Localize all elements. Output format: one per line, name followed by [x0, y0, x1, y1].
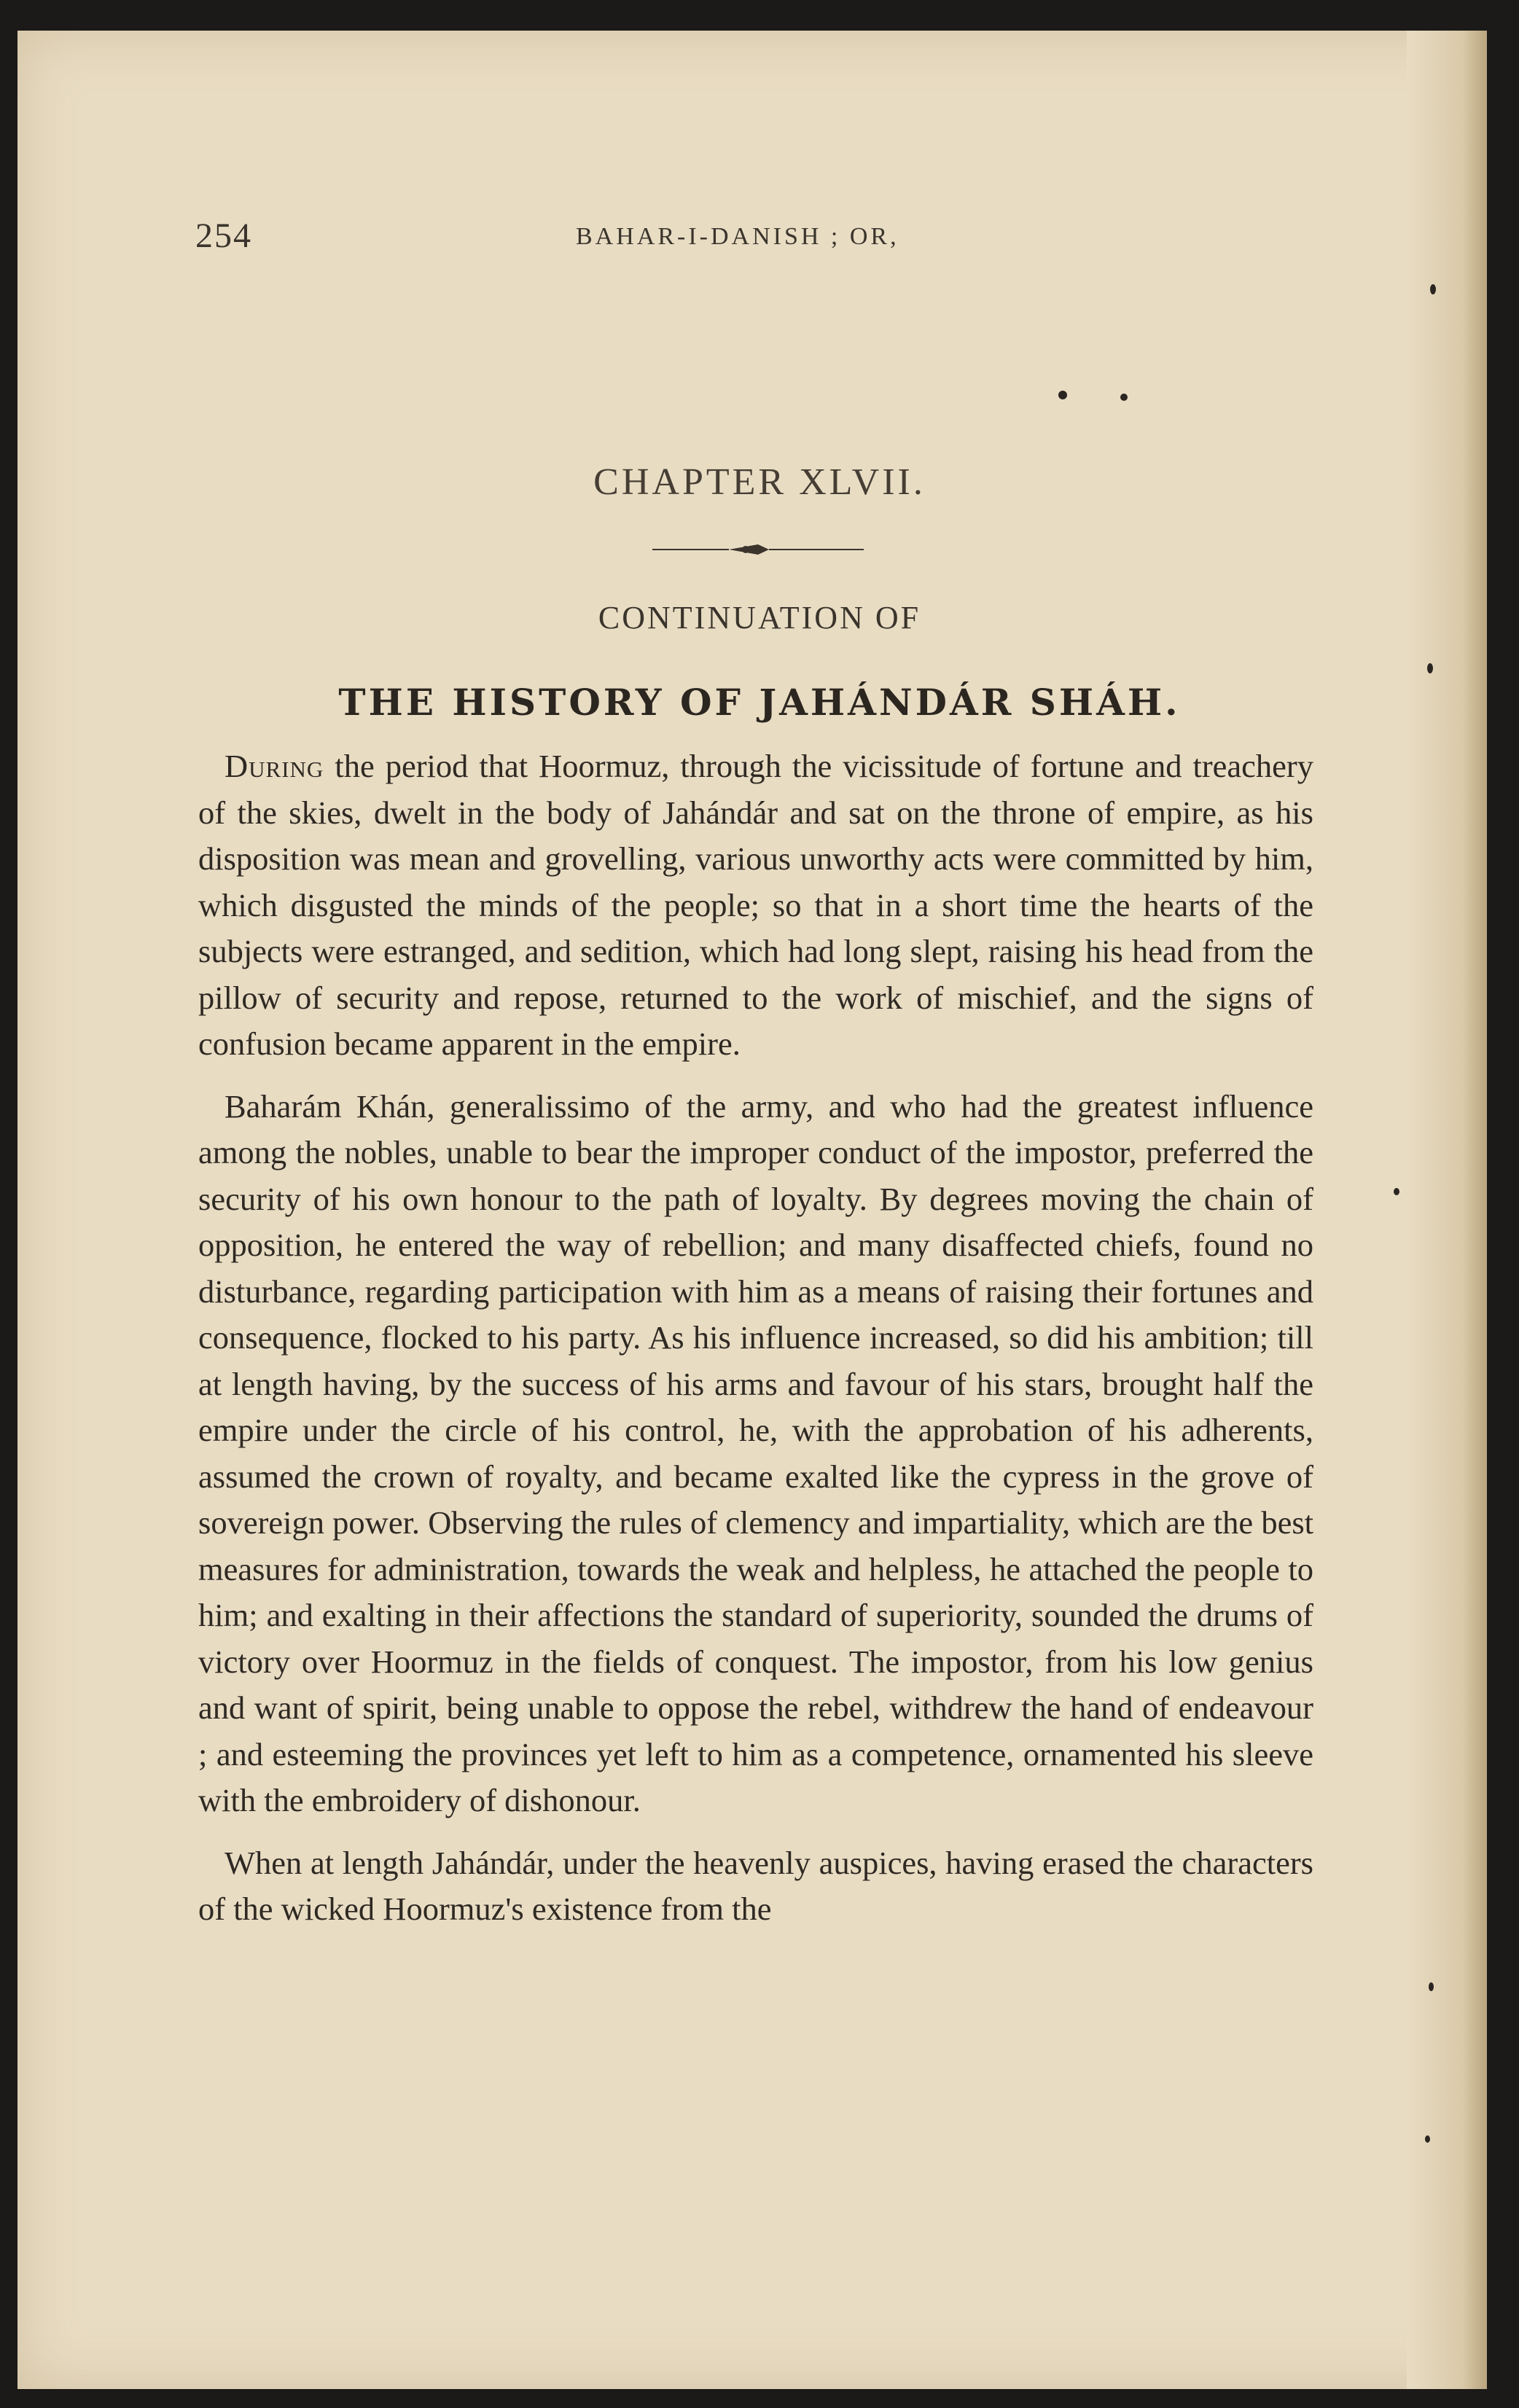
paragraph-lead: During: [224, 748, 324, 784]
ink-speck: [1058, 391, 1067, 399]
running-title: BAHAR-I-DANISH ; OR,: [576, 223, 899, 250]
paragraph-text: When at length Jahándár, under the heavenly auspices, having erased the characters of the wicked Hoormuz's existence from the: [198, 1844, 1313, 1927]
ink-speck: [1429, 1982, 1434, 1991]
paragraph: [198, 1084, 1313, 1824]
paragraph: [198, 1840, 1313, 1933]
ink-speck: [1394, 1188, 1399, 1195]
page-number: 254: [195, 216, 252, 255]
ornament-divider-icon: [652, 541, 864, 558]
continuation-heading: CONTINUATION OF: [598, 600, 921, 636]
ink-speck: [1425, 2135, 1430, 2143]
paragraph-text: the period that Hoormuz, through the vicissitude of fortune and treachery of the skies, dwelt in the body of Jahándár and sat on the throne of empire, as his disposition was mean and grovelling, various unworthy acts were committed by him, which disgusted the minds of the people; so that in a short time the hearts of the subjects were estranged, and sedition, which had long slept, raising his head from the pillow of security and repose, returned to the work of mischief, and the signs of confusion became apparent in the empire.: [198, 748, 1313, 1062]
chapter-heading: CHAPTER XLVII.: [593, 461, 926, 503]
body-text: [198, 743, 1313, 1949]
paragraph: [198, 743, 1313, 1068]
ink-speck: [1120, 394, 1128, 401]
ink-speck: [1430, 284, 1436, 294]
paragraph-text: Baharám Khán, generalissimo of the army, and who had the greatest influence among the nobles, unable to bear the improper conduct of the impostor, preferred the security of his own honour to the path of loyalty. By degrees moving the chain of opposition, he entered the way of rebellion; and many disaffected chiefs, found no disturbance, regarding participation with him as a means of raising their fortunes and consequence, flocked to his party. As his influence increased, so did his ambition; till at length having, by the success of his arms and favour of his stars, brought half the empire under the circle of his control, he, with the approbation of his adherents, assumed the crown of royalty, and became exalted like the cypress in the grove of sovereign power. Observing the rules of clemency and impartiality, which are the best measures for administration, towards the weak and helpless, he attached the people to him; and exalting in their affections the standard of superiority, sounded the drums of victory over Hoormuz in the fields of conquest. The impostor, from his low genius and want of spirit, being unable to oppose the rebel, withdrew the hand of endeavour ; and esteeming the provinces yet left to him as a competence, ornamented his sleeve with the embroidery of dishonour.: [198, 1087, 1313, 1818]
history-title: THE HISTORY OF JAHÁNDÁR SHÁH.: [338, 681, 1181, 724]
ink-speck: [1427, 663, 1433, 673]
page-edge: [1407, 31, 1487, 2389]
running-head: [0, 216, 1519, 274]
